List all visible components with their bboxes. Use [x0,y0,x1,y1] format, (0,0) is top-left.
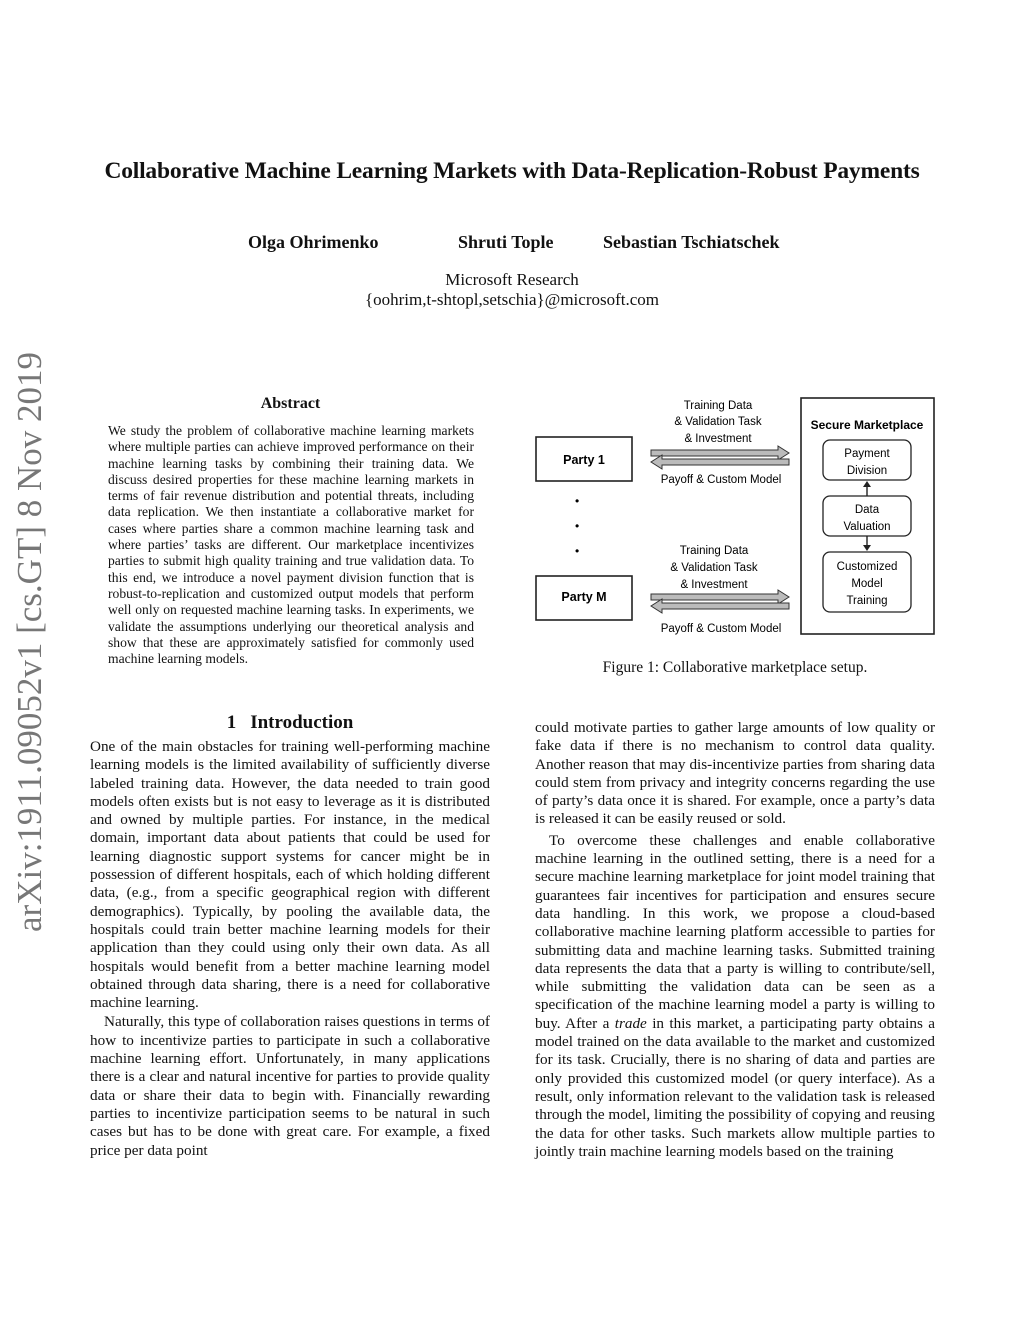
emphasis-term: trade [614,1014,647,1032]
paragraph [535,832,935,1161]
abstract-text: We study the problem of collaborative machine learning markets where multiple parties can achieve improved performance on their machine learning tasks by combining their training data. We discuss desired properties for these machine learning markets in terms of fair revenue distribution and potential threats, including data replication. We then instantiate a collaborative market for cases where parties share a common machine learning task and where parties’ tasks are different. Our marketplace incentivizes parties to submit high quality training and true validation data. To this end, we introduce a novel payment division function that is robust-to-replication and customized output models that perform well only on requested machine learning tasks. In experiments, we validate the assumptions underlying our theoretical analysis and show that these are approximately satisfied for commonly used machine learning models. [108,423,474,667]
affiliation: Microsoft Research [445,270,579,289]
arrow-to-marketplace [651,446,789,460]
arrow-label: & Validation Task [674,416,762,428]
arrow-label: & Investment [680,579,748,591]
paragraph: One of the main obstacles for training well-performing machine learning models is the limited availability of sufficiently diverse labeled training data. However, the data needed to train good models often exists but is not easy to leverage as it is distributed and owned by multiple parties. For instance, in the medical domain, important data about patients that could be used for learning diagnostic support systems for cancer might be in possession of different hospitals, each of which holding different data, (e.g., from a specific geographical region with different demographics). Typically, by pooling the available data, the hospitals could train better machine learning models for their application than they could using only their own data. As all hospitals would benefit from a better machine learning model obtained through data sharing, there is a need for collaborative machine learning. [90,738,490,1012]
paragraph-text: To overcome these challenges and enable collaborative machine learning in the outlined setting, there is a need for a secure machine learning marketplace for joint model training that guarantees fair incentives for participation and ensures secure data handling. In this work, we propose a cloud-based collaborative machine learning platform accessible to parties for submitting data and machine learning tasks. Submitted training data represents the data that a party is willing to contribute/sell, while submitting the validation data can be seen as a specification of the machine learning model a party is willing to buy. After a [535,831,935,1032]
author-name: Shruti Tople [458,232,554,252]
section-title: Introduction [250,712,354,733]
paper-title: Collaborative Machine Learning Markets with Data-Replication-Robust Payments [104,158,920,184]
box-label: Payment [844,448,890,460]
arrow-to-party [651,455,789,469]
section-heading [90,712,490,734]
box-label: Training [846,595,888,607]
author-name: Olga Ohrimenko [248,232,379,252]
box-label: Customized [836,561,898,573]
arrow-label: Training Data [683,400,753,412]
author-name: Sebastian Tschiatschek [603,232,780,252]
paragraph-text: in this market, a participating party obtains a model trained on the data available to the market and customized for its task. Crucially, there is no sharing of data and parties are only provided this customized model (or query interface). As a result, only information relevant to the validation task is released through the model, limiting the possibility of copying and reusing the data for other tasks. Such markets allow multiple parties to jointly train machine learning models based on the training [535,1014,935,1160]
marketplace-title: Secure Marketplace [810,418,924,432]
left-column [90,738,490,1160]
return-label: Payoff & Custom Model [660,474,782,486]
arrow-to-marketplace [651,590,789,604]
ellipsis-dot: • [575,519,580,533]
return-label: Payoff & Custom Model [660,623,782,635]
party-1-label: Party 1 [563,453,605,467]
affiliation-block [0,270,1024,310]
box-label: Valuation [843,521,891,533]
abstract-heading: Abstract [260,395,321,412]
arxiv-identifier: arXiv:1911.09052v1 [cs.GT] 8 Nov 2019 [10,351,49,932]
arrow-label: & Validation Task [670,562,758,574]
ellipsis-dot: • [575,544,580,558]
arrow-label: & Investment [684,433,752,445]
box-label: Division [846,465,888,477]
right-column [535,719,935,1161]
author-list [0,232,1024,256]
section-number: 1 [226,712,237,733]
arrow-label: Training Data [679,545,749,557]
author-emails: {oohrim,t-shtopl,setschia}@microsoft.com [364,290,659,309]
party-m-label: Party M [561,590,607,604]
arrow-to-party [651,599,789,613]
box-label: Model [851,578,883,590]
figure-diagram [533,393,937,638]
figure-marketplace [533,393,937,638]
paragraph: could motivate parties to gather large amounts of low quality or fake data if there is no mechanism to control data quality. Another reason that may dis-incentivize parties from sharing data could stem from privacy and integrity concerns regarding the use of party’s data once it is shared. For example, once a party’s data is released it can be easily reused or sold. [535,719,935,828]
figure-caption: Figure 1: Collaborative marketplace setup. [602,659,868,676]
ellipsis-dot: • [575,494,580,508]
box-label: Data [854,504,880,516]
paragraph: Naturally, this type of collaboration raises questions in terms of how to incentivize parties to participate in such a collaborative machine learning effort. Unfortunately, in many applications there is a clear and natural incentive for parties to provide quality data or share their data to begin with. Financially rewarding parties to incentivize participation seems to be natural in such cases but has to be done with great care. For example, a fixed price per data point [90,1013,490,1159]
